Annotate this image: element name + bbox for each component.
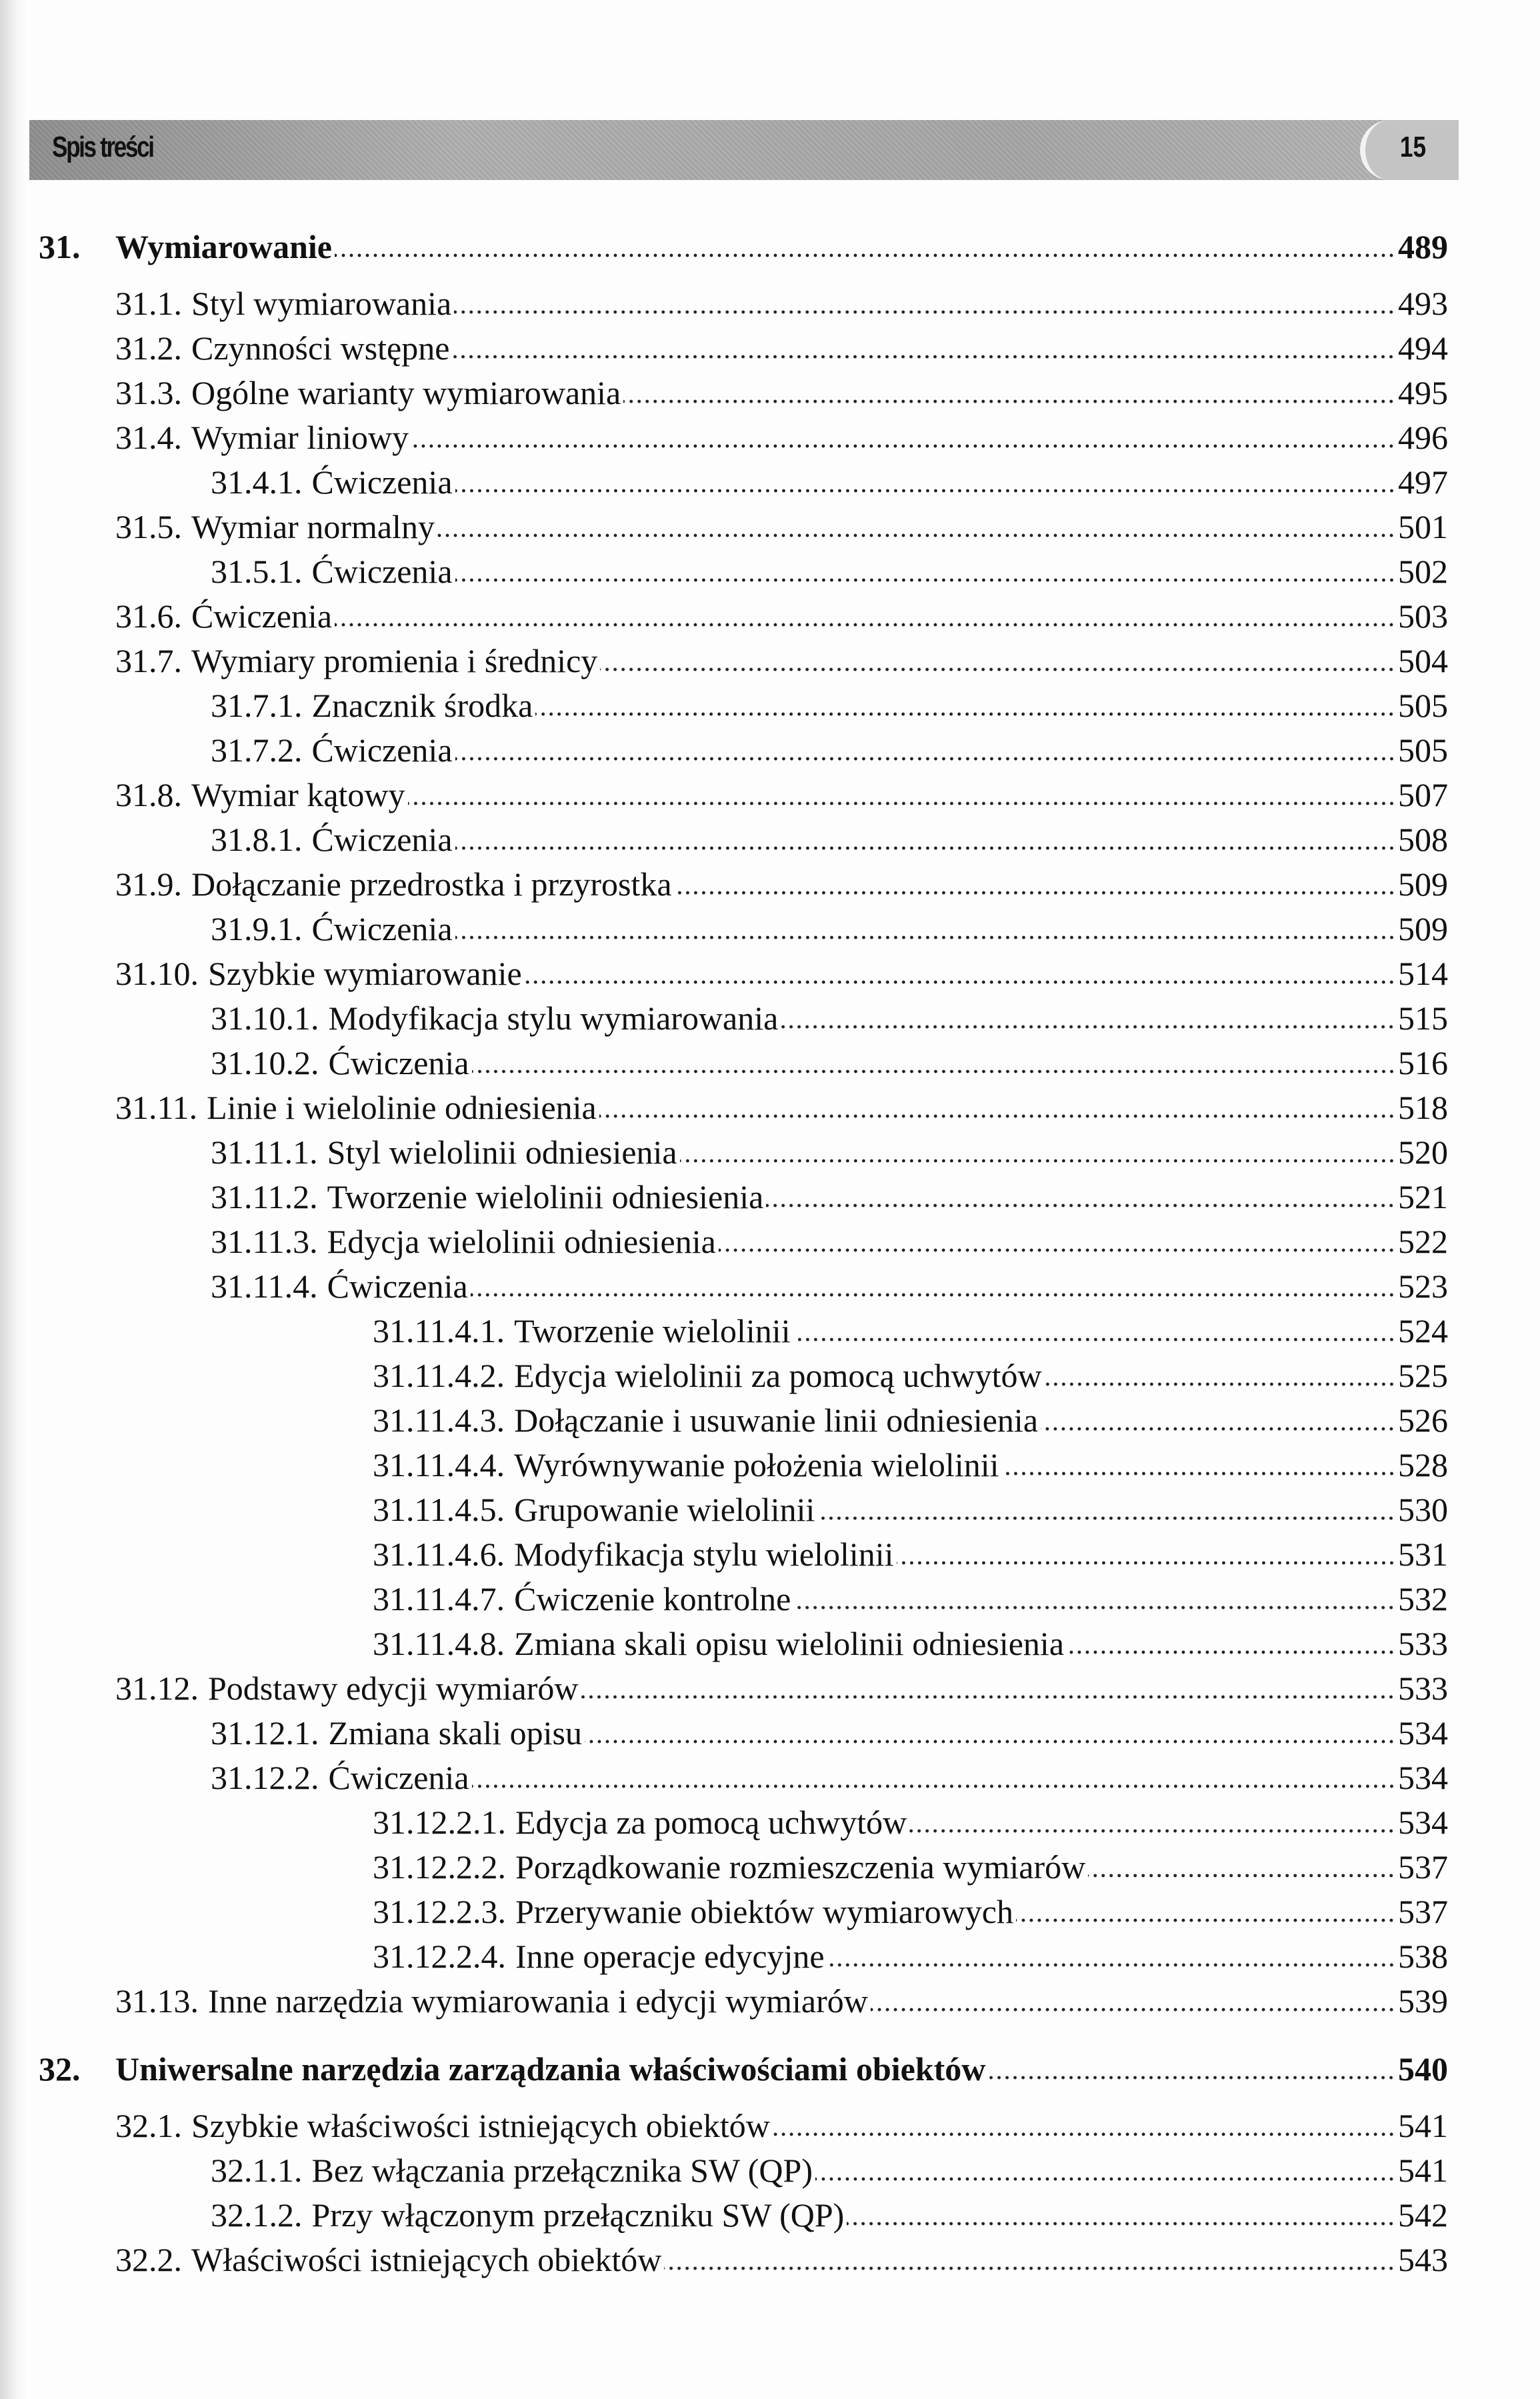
toc-entry [115,281,1448,326]
entry-number: 31.13. [115,1982,199,2020]
dot-leader [525,979,1395,985]
entry-title: Grupowanie wielolinii [514,1491,815,1528]
toc-entry [211,1130,1448,1175]
entry-number: 31.10.2. [211,1044,319,1081]
entry-page: 539 [1398,1982,1448,2020]
entry-title: Wymiar normalny [191,508,435,545]
entry-page: 528 [1398,1446,1448,1484]
running-header-bar [29,120,1443,180]
entry-title: Szybkie wymiarowanie [208,955,522,992]
entry-number: 31.3. [115,374,182,411]
dot-leader [827,1962,1395,1968]
entry-title: Styl wielolinii odniesienia [327,1133,677,1171]
entry-page: 533 [1398,1670,1448,1707]
toc-entry [373,1443,1448,1488]
dot-leader [455,756,1395,761]
toc-entry [373,1488,1448,1532]
page-edge-shadow [0,0,27,2399]
entry-number: 31.11.4.3. [373,1402,505,1439]
entry-title: Ćwiczenia [311,910,453,947]
entry-number: 31.6. [115,597,182,635]
toc-chapter-entry [39,2047,1448,2092]
toc-entry [211,460,1448,505]
entry-page: 533 [1398,1625,1448,1662]
entry-number: 31.2. [115,329,182,367]
dot-leader [1088,1873,1395,1878]
entry-page: 502 [1398,553,1448,590]
entry-title: Bez włączania przełącznika SW (QP) [311,2152,813,2189]
dot-leader [535,711,1395,717]
entry-number: 31.12.1. [211,1714,319,1752]
entry-page: 540 [1398,2050,1448,2088]
entry-number: 31.9. [115,865,182,903]
entry-number: 31.11.4. [211,1268,318,1305]
entry-title: Ćwiczenia [311,821,453,858]
entry-number: 31.8. [115,776,182,813]
entry-title: Linie i wielolinie odniesienia [207,1089,597,1126]
entry-number: 31.5. [115,508,182,545]
entry-number: 32. [39,2050,81,2088]
entry-number: 31.12.2.1. [373,1804,506,1841]
dot-leader [675,890,1395,895]
dot-leader [472,1784,1395,1789]
dot-leader [471,1292,1395,1298]
entry-title: Ćwiczenia [328,1044,469,1081]
toc-entry [373,1309,1448,1354]
entry-page: 532 [1398,1580,1448,1618]
entry-number: 31.7. [115,642,182,679]
dot-leader [455,845,1395,851]
dot-leader [411,443,1395,449]
toc-entry [115,862,1448,907]
toc-entry [115,1666,1448,1711]
dot-leader [452,354,1395,359]
entry-number: 31.11.3. [211,1223,318,1260]
toc-entry [211,1756,1448,1800]
entry-title: Edycja wielolinii za pomocą uchwytów [514,1357,1042,1394]
toc-entry [115,951,1448,996]
entry-number: 31.4.1. [211,463,303,501]
toc-entry [115,2104,1448,2148]
entry-title: Ćwiczenia [328,1759,469,1796]
dot-leader [988,2075,1395,2080]
dot-leader [455,577,1395,583]
entry-title: Inne operacje edycyjne [515,1938,825,1975]
entry-number: 32.2. [115,2241,182,2278]
entry-number: 31.12.2. [211,1759,319,1796]
entry-title: Modyfikacja stylu wielolinii [514,1536,894,1573]
toc-entry [211,996,1448,1041]
entry-title: Porządkowanie rozmieszczenia wymiarów [515,1848,1086,1886]
entry-title: Wymiary promienia i średnicy [191,642,598,679]
entry-page: 509 [1398,910,1448,947]
entry-page: 516 [1398,1044,1448,1081]
toc-entry [211,549,1448,594]
entry-page: 497 [1398,463,1448,501]
dot-leader [1016,1918,1395,1923]
dot-leader [600,667,1395,672]
entry-page: 541 [1398,2107,1448,2144]
entry-title: Właściwości istniejących obiektów [191,2241,662,2278]
toc-entry [211,817,1448,862]
entry-page: 501 [1398,508,1448,545]
toc-entry [115,1085,1448,1130]
page-number: 15 [1399,131,1427,163]
entry-page: 495 [1398,374,1448,411]
toc-entry [115,1979,1448,2024]
dot-leader [335,622,1395,627]
entry-page: 508 [1398,821,1448,858]
entry-page: 509 [1398,865,1448,903]
toc-entry [211,907,1448,951]
dot-leader [472,1069,1395,1074]
entry-page: 523 [1398,1268,1448,1305]
toc-entry [211,1041,1448,1085]
entry-number: 31.11.4.6. [373,1536,505,1573]
entry-page: 507 [1398,776,1448,813]
dot-leader [585,1739,1395,1744]
entry-title: Dołączanie przedrostka i przyrostka [191,865,672,903]
entry-title: Ćwiczenia [191,597,333,635]
entry-number: 31.11. [115,1089,198,1126]
entry-title: Tworzenie wielolinii [514,1312,791,1350]
toc-entry [211,728,1448,773]
entry-title: Zmiana skali opisu [328,1714,582,1752]
entry-page: 541 [1398,2152,1448,2189]
entry-page: 489 [1398,228,1448,265]
toc-entry [211,2148,1448,2193]
toc-entry [115,773,1448,817]
dot-leader [680,1158,1395,1163]
entry-number: 31.10. [115,955,199,992]
entry-number: 32.1.1. [211,2152,303,2189]
entry-title: Przy włączonym przełączniku SW (QP) [311,2196,845,2234]
dot-leader [815,2176,1395,2182]
entry-page: 530 [1398,1491,1448,1528]
dot-leader [455,935,1395,940]
entry-page: 505 [1398,731,1448,769]
toc-entry [373,1622,1448,1666]
entry-title: Znacznik środka [311,687,533,724]
entry-number: 31.12.2.2. [373,1848,506,1886]
entry-page: 518 [1398,1089,1448,1126]
entry-number: 31.4. [115,419,182,456]
toc-entry [373,1934,1448,1979]
entry-page: 515 [1398,999,1448,1037]
entry-number: 31.11.4.8. [373,1625,505,1662]
entry-page: 534 [1398,1714,1448,1752]
toc-entry [373,1890,1448,1934]
dot-leader [817,1516,1395,1521]
entry-title: Inne narzędzia wymiarowania i edycji wymiarów [208,1982,868,2020]
entry-title: Ćwiczenie kontrolne [514,1580,791,1618]
entry-page: 534 [1398,1759,1448,1796]
entry-title: Ćwiczenia [327,1268,468,1305]
entry-number: 31.9.1. [211,910,303,947]
toc-entry [373,1577,1448,1622]
dot-leader [897,1560,1395,1566]
entry-number: 31.10.1. [211,999,319,1037]
entry-page: 526 [1398,1402,1448,1439]
entry-page: 521 [1398,1178,1448,1216]
entry-title: Wymiarowanie [115,228,332,265]
toc-entry [211,2193,1448,2238]
entry-number: 31.8.1. [211,821,303,858]
entry-number: 31.7.2. [211,731,303,769]
toc-entry [373,1398,1448,1443]
entry-title: Wyrównywanie położenia wielolinii [514,1446,999,1484]
entry-number: 31.11.4.1. [373,1312,505,1350]
entry-number: 31.12. [115,1670,199,1707]
toc-entry [115,326,1448,371]
dot-leader [455,488,1395,493]
entry-number: 31.12.2.4. [373,1938,506,1975]
entry-page: 496 [1398,419,1448,456]
toc-entry [211,1175,1448,1220]
entry-page: 494 [1398,329,1448,367]
toc-entry [115,371,1448,415]
entry-page: 538 [1398,1938,1448,1975]
entry-page: 520 [1398,1133,1448,1171]
dot-leader [1002,1471,1396,1476]
toc-entry [211,1220,1448,1264]
entry-title: Wymiar kątowy [191,776,405,813]
entry-page: 524 [1398,1312,1448,1350]
entry-number: 31.11.4.2. [373,1357,505,1394]
entry-page: 534 [1398,1804,1448,1841]
entry-title: Przerywanie obiektów wymiarowych [515,1893,1013,1930]
entry-page: 525 [1398,1357,1448,1394]
entry-page: 531 [1398,1536,1448,1573]
toc-entry [373,1532,1448,1577]
entry-title: Tworzenie wielolinii odniesienia [327,1178,764,1216]
toc-entry [211,1264,1448,1309]
entry-title: Modyfikacja stylu wymiarowania [328,999,779,1037]
toc-entry [211,683,1448,728]
entry-number: 31.11.4.5. [373,1491,505,1528]
dot-leader [871,2007,1395,2012]
entry-title: Ćwiczenia [311,463,453,501]
dot-leader [781,1024,1395,1029]
entry-title: Uniwersalne narzędzia zarządzania właściwościami obiektów [115,2050,986,2088]
entry-number: 31. [39,228,81,265]
entry-title: Edycja za pomocą uchwytów [515,1804,907,1841]
toc-entry [115,2238,1448,2282]
running-header-title: Spis treści [52,131,153,163]
entry-number: 31.5.1. [211,553,303,590]
entry-number: 32.1. [115,2107,182,2144]
toc-entry [115,415,1448,460]
dot-leader [437,533,1395,538]
dot-leader [408,801,1395,806]
entry-number: 31.11.2. [211,1178,318,1216]
toc-entry [373,1845,1448,1890]
entry-title: Wymiar liniowy [191,419,409,456]
entry-title: Ćwiczenia [311,553,453,590]
toc-entry [373,1800,1448,1845]
entry-page: 503 [1398,597,1448,635]
entry-number: 31.11.4.4. [373,1446,505,1484]
toc-entry [115,505,1448,549]
toc-entry [211,1711,1448,1756]
entry-title: Ogólne warianty wymiarowania [191,374,621,411]
entry-page: 543 [1398,2241,1448,2278]
toc-chapter-entry [39,225,1448,269]
entry-number: 31.11.4.7. [373,1580,505,1618]
dot-leader [793,1605,1395,1610]
dot-leader [719,1248,1395,1253]
entry-page: 505 [1398,687,1448,724]
entry-title: Ćwiczenia [311,731,453,769]
entry-number: 31.7.1. [211,687,303,724]
dot-leader [664,2266,1395,2271]
toc-entry [115,639,1448,683]
dot-leader [1067,1650,1395,1655]
entry-title: Czynności wstępne [191,329,450,367]
dot-leader [454,309,1395,315]
entry-title: Styl wymiarowania [191,285,452,322]
entry-page: 514 [1398,955,1448,992]
entry-number: 31.1. [115,285,182,322]
dot-leader [1045,1382,1395,1387]
entry-title: Zmiana skali opisu wielolinii odniesienia [514,1625,1065,1662]
dot-leader [599,1113,1395,1119]
entry-number: 31.12.2.3. [373,1893,506,1930]
dot-leader [335,253,1395,258]
dot-leader [909,1828,1395,1834]
toc-entry [115,594,1448,639]
dot-leader [1041,1426,1395,1432]
entry-number: 32.1.2. [211,2196,303,2234]
entry-page: 493 [1398,285,1448,322]
entry-title: Edycja wielolinii odniesienia [327,1223,716,1260]
entry-page: 542 [1398,2196,1448,2234]
entry-page: 537 [1398,1848,1448,1886]
entry-page: 537 [1398,1893,1448,1930]
dot-leader [581,1694,1395,1700]
dot-leader [773,2132,1395,2137]
dot-leader [766,1203,1395,1208]
entry-title: Szybkie właściwości istniejących obiektów [191,2107,770,2144]
entry-page: 522 [1398,1223,1448,1260]
toc-entry [373,1354,1448,1398]
entry-number: 31.11.1. [211,1133,318,1171]
entry-title: Dołączanie i usuwanie linii odniesienia [514,1402,1039,1439]
entry-page: 504 [1398,642,1448,679]
entry-title: Podstawy edycji wymiarów [208,1670,579,1707]
dot-leader [793,1337,1395,1342]
dot-leader [623,399,1395,404]
dot-leader [847,2221,1395,2226]
